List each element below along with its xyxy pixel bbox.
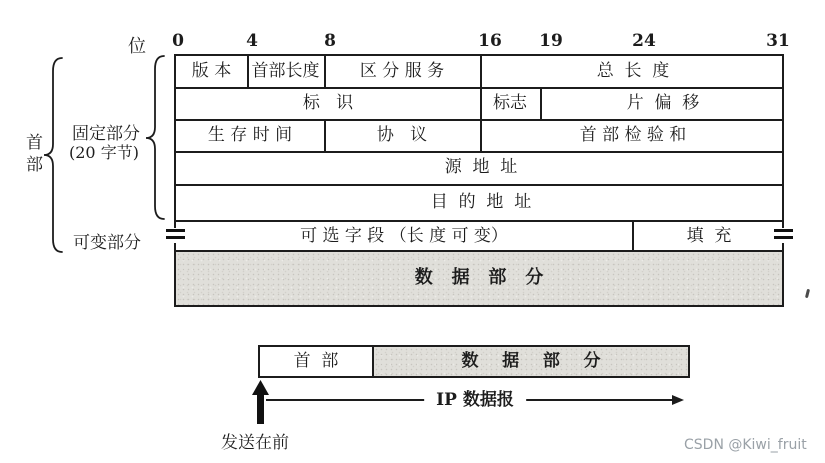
bit-tick-8: 8: [324, 31, 336, 51]
span-label: IP 数据报: [424, 390, 526, 410]
fixed-part-brace: [146, 56, 164, 219]
figure-header-cell: 首 部: [260, 347, 372, 376]
break-mark-left: [166, 236, 185, 239]
field-identification: 标 识: [302, 93, 354, 113]
field-header-checksum: 首 部 检 验 和: [579, 125, 687, 145]
field-destination-address: 目 的 地 址: [430, 192, 532, 212]
fixed-part-sublabel: (20 字节): [69, 143, 139, 162]
watermark: CSDN @Kiwi_fruit: [684, 437, 807, 453]
break-mark-left: [166, 229, 185, 232]
data-part-label: 数 据 部 分: [414, 267, 544, 288]
bit-tick-4: 4: [246, 31, 258, 51]
bit-tick-31: 31: [766, 31, 790, 51]
field-flags: 标志: [493, 93, 527, 113]
break-mark-right: [774, 229, 793, 232]
header-side-label: 首部: [26, 133, 43, 175]
variable-part-label: 可变部分: [73, 233, 141, 253]
field-ttl: 生 存 时 间: [207, 125, 293, 145]
field-dscp: 区 分 服 务: [359, 61, 445, 81]
bit-tick-19: 19: [539, 31, 563, 51]
field-padding: 填 充: [686, 226, 732, 246]
bit-tick-16: 16: [478, 31, 502, 51]
arrowhead-right-icon: [672, 395, 684, 405]
fixed-part-label: 固定部分: [72, 124, 140, 144]
ip-header-table: [174, 54, 784, 252]
field-version: 版 本: [191, 61, 232, 81]
bit-unit-label: 位: [128, 36, 146, 57]
field-source-address: 源 地 址: [444, 157, 518, 177]
bit-tick-0: 0: [172, 31, 184, 51]
figure-data-cell: 数 据 部 分: [372, 347, 688, 376]
header-brace: [44, 58, 62, 252]
bit-tick-24: 24: [632, 31, 656, 51]
datagram-span-arrow: [266, 390, 684, 410]
datagram-figure-box: [258, 345, 690, 378]
sent-first-label: 发送在前: [221, 433, 289, 453]
field-options: 可 选 字 段 （长 度 可 变）: [300, 226, 508, 246]
break-mark-right: [774, 236, 793, 239]
data-part-section: [174, 252, 784, 307]
field-fragment-offset: 片 偏 移: [626, 93, 700, 113]
field-header-length: 首部长度: [251, 61, 320, 81]
field-protocol: 协 议: [376, 125, 428, 145]
field-total-length: 总 长 度: [596, 61, 670, 81]
